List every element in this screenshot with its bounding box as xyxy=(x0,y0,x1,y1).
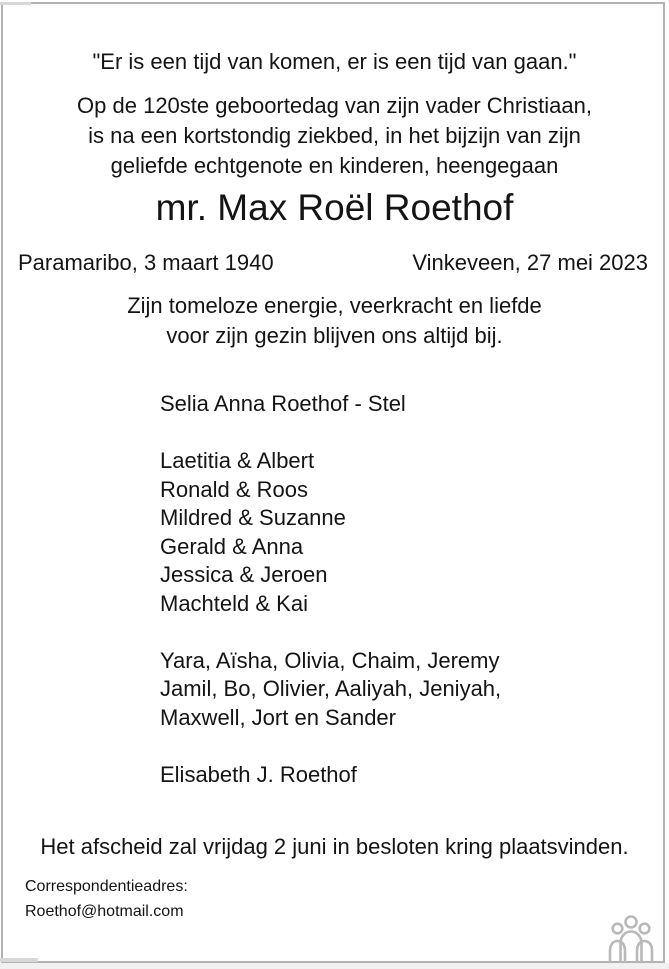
family-name-child: Gerald & Anna xyxy=(160,533,304,559)
family-name-widow: Selia Anna Roethof - Stel xyxy=(160,391,406,416)
family-name-child: Laetitia & Albert xyxy=(160,448,315,473)
family-name-relative: Elisabeth J. Roethof xyxy=(160,761,357,787)
family-name-child: Mildred & Suzanne xyxy=(160,505,346,530)
family-names-list xyxy=(160,390,501,789)
family-name-child: Jessica & Jeroen xyxy=(160,562,328,587)
announcement-line: is na een kortstondig ziekbed, in het bijzijn van zijn xyxy=(88,123,581,148)
closing-line: Het afscheid zal vrijdag 2 juni in besloten kring plaatsvinden. xyxy=(40,834,629,859)
border-accent-top xyxy=(0,2,31,5)
family-name-child: Machteld & Kai xyxy=(160,590,308,616)
correspondence-email: Roethof@hotmail.com xyxy=(25,903,184,920)
family-icon xyxy=(607,914,655,962)
deceased-name: mr. Max Roël Roethof xyxy=(155,187,514,228)
death-place-date: Vinkeveen, 27 mei 2023 xyxy=(412,250,648,275)
family-names-spacer xyxy=(160,419,501,448)
tribute-line: voor zijn gezin blijven ons altijd bij. xyxy=(166,323,503,348)
family-name-child: Ronald & Roos xyxy=(160,476,308,502)
family-names-spacer xyxy=(160,732,501,761)
tribute-text xyxy=(0,291,669,351)
dates-row xyxy=(0,248,669,278)
announcement-line: Op de 120ste geboortedag van zijn vader Christiaan, xyxy=(77,93,592,118)
family-names-spacer xyxy=(160,618,501,647)
correspondence-block xyxy=(25,874,188,924)
tribute-line: Zijn tomeloze energie, veerkracht en liefde xyxy=(127,293,542,318)
page-bottom-edge xyxy=(0,963,669,969)
correspondence-label: Correspondentieadres: xyxy=(25,878,188,895)
announcement-line: geliefde echtgenote en kinderen, heengegaan xyxy=(110,153,559,178)
birth-place-date: Paramaribo, 3 maart 1940 xyxy=(18,250,274,275)
opening-quote: "Er is een tijd van komen, er is een tijd van gaan." xyxy=(92,49,577,74)
border-accent-bottom xyxy=(0,958,38,962)
family-name-grandchildren: Yara, Aïsha, Olivia, Chaim, Jeremy xyxy=(160,647,500,673)
announcement-text xyxy=(0,91,669,181)
family-name-grandchildren: Maxwell, Jort en Sander xyxy=(160,704,396,730)
family-name-grandchildren: Jamil, Bo, Olivier, Aaliyah, Jeniyah, xyxy=(160,676,502,701)
